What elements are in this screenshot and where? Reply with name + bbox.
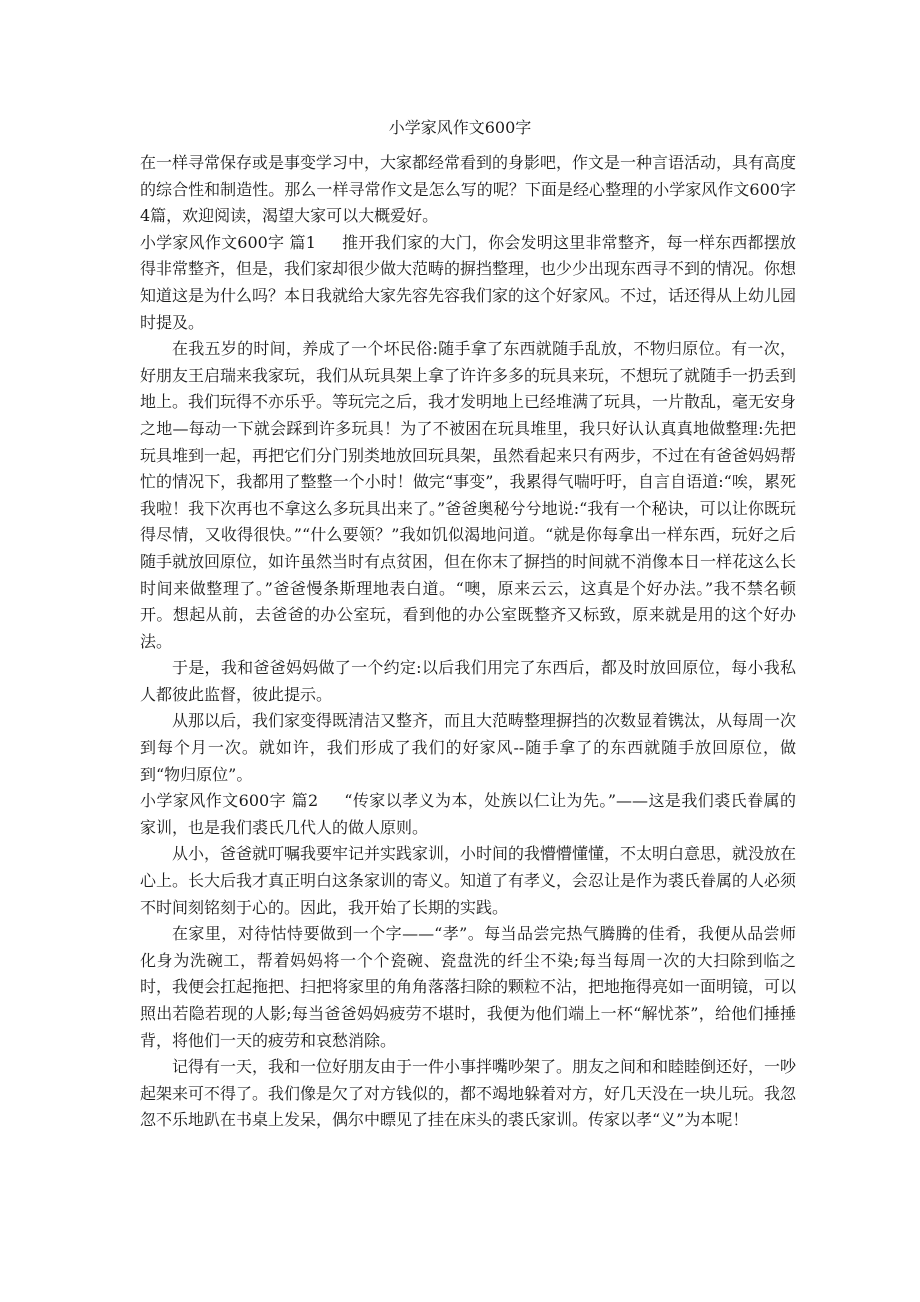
document-title: 小学家风作文600字 [388, 118, 532, 137]
article-2-first-paragraph [140, 788, 796, 841]
article-2-paragraph: 记得有一天，我和一位好朋友由于一件小事拌嘴吵架了。朋友之间和和睦睦倒还好，一吵起架来可不得了。我们像是欠了对方钱似的，都不竭地躲着对方，好几天没在一块儿玩。我忽忽不乐地趴在书桌上发呆，偶尔中瞟见了挂在床头的裘氏家训。传家以孝“义”为本呢！ [140, 1057, 797, 1130]
article-2-paragraph: 在家里，对待怙恃要做到一个字——“孝”。每当品尝完热气腾腾的佳肴，我便从品尝师化身为洗碗工，帮着妈妈将一个个瓷碗、瓷盘洗的纤尘不染;每当每周一次的大扫除到临之时，我便会扛起拖把、扫把将家里的角角落落扫除的颗粒不沾，把地拖得亮如一面明镜，可以照出若隐若现的人影;每当爸爸妈妈疲劳不堪时，我便为他们端上一杯“解忧茶”，给他们捶捶背，将他们一天的疲劳和哀愁消除。 [140, 924, 797, 1050]
article-1-paragraph: 从那以后，我们家变得既清洁又整齐，而且大范畴整理摒挡的次数显着镌汰，从每周一次到每个月一次。就如许，我们形成了我们的好家风--随手拿了的东西就随手放回原位，做到“物归原位”。 [140, 711, 797, 784]
article-2-lead: “传家以孝义为本，处族以仁让为先。”——这是我们裘氏眷属的家训，也是我们裘氏几代人的做人原则。 [140, 791, 796, 837]
intro-paragraph: 在一样寻常保存或是事变学习中，大家都经常看到的身影吧，作文是一种言语活动，具有高度的综合性和制造性。那么一样寻常作文是怎么写的呢？下面是经心整理的小学家风作文600字4篇，欢迎阅读，渴望大家可以大概爱好。 [140, 153, 797, 226]
article-1-heading: 小学家风作文600字 篇1 [140, 232, 316, 252]
article-2-heading: 小学家风作文600字 篇2 [140, 791, 319, 811]
article-1-paragraph: 于是，我和爸爸妈妈做了一个约定:以后我们用完了东西后，都及时放回原位，每小我私人都彼此监督，彼此提示。 [140, 658, 796, 704]
article-1-paragraph: 在我五岁的时间，养成了一个坏民俗:随手拿了东西就随手乱放，不物归原位。有一次，好朋友王启瑞来我家玩，我们从玩具架上拿了许许多多的玩具来玩，不想玩了就随手一扔丢到地上。我们玩得不亦乐乎。等玩完之后，我才发明地上已经堆满了玩具，一片散乱，毫无安身之地—每动一下就会踩到许多玩具！为了不被困在玩具堆里，我只好认认真真地做整理:先把玩具堆到一起，再把它们分门别类地放回玩具架，虽然看起来只有两步，不过在有爸爸妈妈帮忙的情况下，我都用了整整一个小时！做完“事变”，我累得气喘吁吁，自言自语道:“唉，累死我啦！我下次再也不拿这么多玩具出来了。”爸爸奥秘兮兮地说:“我有一个秘诀，可以让你既玩得尽情，又收得很快。”“什么要领？”我如饥似渴地问道。“就是你每拿出一样东西，玩好之后随手就放回原位，如许虽然当时有点贫困，但在你末了摒挡的时间就不消像本日一样花这么长时间来做整理了。”爸爸慢条斯理地表白道。“噢，原来云云，这真是个好办法。”我不禁名顿开。想起从前，去爸爸的办公室玩，看到他的办公室既整齐又标致，原来就是用的这个好办法。 [140, 339, 797, 651]
article-2-paragraph: 从小，爸爸就叮嘱我要牢记并实践家训，小时间的我懵懵懂懂，不太明白意思，就没放在心上。长大后我才真正明白这条家训的寄义。知道了有孝义，会忍让是作为裘氏眷属的人必须不时间刻铭刻于心的。因此，我开始了长期的实践。 [140, 844, 797, 917]
document-body [140, 150, 796, 1134]
article-1-first-paragraph [140, 230, 796, 336]
article-1-lead: 推开我们家的大门，你会发明这里非常整齐，每一样东西都摆放得非常整齐，但是，我们家却很少做大范畴的摒挡整理，也少少出现东西寻不到的情况。你想知道这是为什么吗？本日我就给大家先容先容我们家的这个好家风。不过，话还得从上幼儿园时提及。 [140, 232, 797, 332]
